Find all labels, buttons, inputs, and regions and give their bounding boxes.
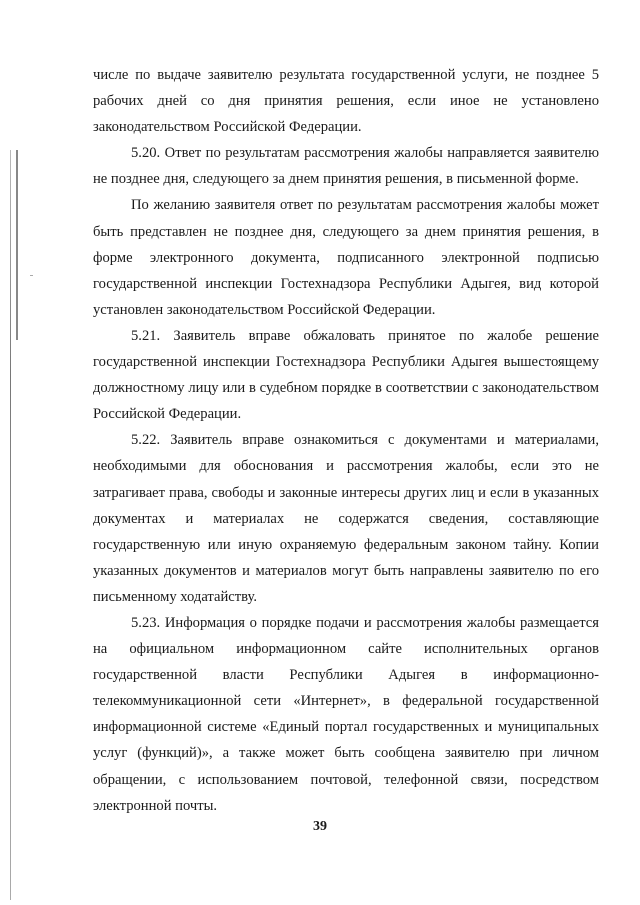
scan-mark (30, 275, 33, 276)
paragraph-5-21: 5.21. Заявитель вправе обжаловать принятое по жалобе решение государственной инспекции Гостехнадзора Республики Адыгея вышестоящему должностному лицу или в судебном порядке в соответствии с законодательством Российской Федерации. (93, 327, 599, 423)
paragraph-5-20-electronic: По желанию заявителя ответ по результатам рассмотрения жалобы может быть представлен не позднее дня, следующего за днем принятия решения, в форме электронного документа, подписанного электронной подписью государственной инспекции Гостехнадзора Республики Адыгея, вид которой установлен законодательством Российской Федерации. (93, 197, 599, 318)
paragraph-continuation: числе по выдаче заявителю результата государственной услуги, не позднее 5 рабочих дней со дня принятия решения, если иное не установлено законодательством Российской Федерации. (93, 67, 599, 136)
page-number: 39 (313, 819, 327, 834)
paragraph-5-20: 5.20. Ответ по результатам рассмотрения жалобы направляется заявителю не позднее дня, следующего за днем принятия решения, в письменной форме. (93, 145, 599, 188)
paragraph-5-23: 5.23. Информация о порядке подачи и рассмотрения жалобы размещается на официальном информационном сайте исполнительных органов государственной власти Республики Адыгея в информационно-телекоммуникационной сети «Интернет», в федеральной государственной информационной системе «Единый портал государственных и муниципальных услуг (функций)», а также может быть сообщена заявителю при личном обращении, с использованием почтовой, телефонной связи, посредством электронной почты. (93, 614, 599, 814)
paragraph-5-22: 5.22. Заявитель вправе ознакомиться с документами и материалами, необходимыми для обоснования и рассмотрения жалобы, если это не затрагивает права, свободы и законные интересы других лиц и если в указанных документах и материалах не содержатся сведения, составляющие государственную или иную охраняемую федеральным законом тайну. Копии указанных документов и материалов могут быть направлены заявителю по его письменному ходатайству. (93, 432, 599, 605)
document-body (93, 62, 599, 819)
scan-edge-line (10, 150, 11, 900)
scan-edge-line-upper (16, 150, 18, 340)
